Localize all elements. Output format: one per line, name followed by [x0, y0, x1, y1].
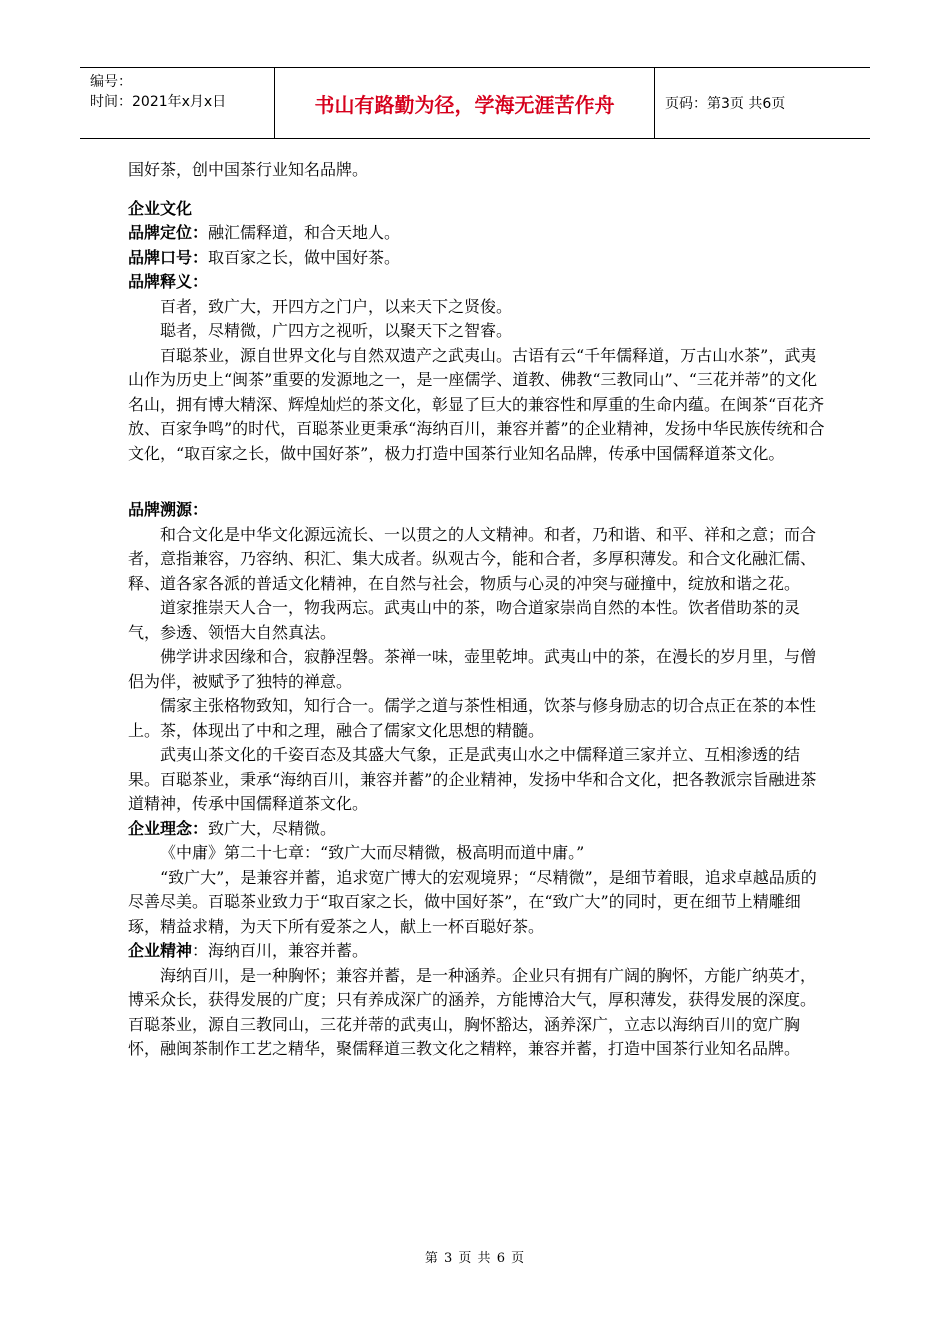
brand-meaning-label: 品牌释义：	[128, 272, 209, 291]
paragraph: 和合文化是中华文化源远流长、一以贯之的人文精神。和者，乃和谐、和平、祥和之意；而合者，意指兼容，乃容纳、积汇、集大成者。纵观古今，能和合者，多厚积薄发。和合文化融汇儒、释、道各家各派的普适文化精神，在自然与社会，物质与心灵的冲突与碰撞中，绽放和谐之花。	[128, 524, 817, 593]
paragraph: 海纳百川，是一种胸怀；兼容并蓄，是一种涵养。企业只有拥有广阔的胸怀，方能广纳英才，博采众长，获得发展的广度；只有养成深广的涵养，方能博洽大气，厚积薄发，获得发展的深度。百聪茶业，源自三教同山，三花并蒂的武夷山，胸怀豁达，涵养深广，立志以海纳百川的宽广胸怀，融闽茶制作工艺之精华，聚儒释道三教文化之精粹，兼容并蓄，打造中国茶行业知名品牌。	[128, 965, 817, 1058]
page-footer: 第 3 页 共 6 页	[424, 1251, 526, 1266]
page-header	[80, 67, 870, 139]
enterprise-idea	[128, 817, 828, 842]
brand-slogan	[128, 246, 828, 271]
enterprise-idea-label: 企业理念：	[128, 818, 209, 838]
paragraph: 百聪茶业，源自世界文化与自然双遗产之武夷山。古语有云“千年儒释道，万古山水茶”，武夷山作为历史上“闽茶”重要的发源地之一，是一座儒学、道教、佛教“三教同山”、“三花并蒂”的文化名山，拥有博大精深、辉煌灿烂的茶文化，彰显了巨大的兼容性和厚重的生命内蕴。在闽茶“百花齐放、百家争鸣”的时代，百聪茶业更秉承“海纳百川，兼容并蓄”的企业精神，发扬中华民族传统和合文化，“取百家之长，做中国好茶”，极力打造中国茶行业知名品牌，传承中国儒释道茶文化。	[128, 345, 825, 463]
document-body	[128, 158, 828, 1062]
paragraph: “致广大”，是兼容并蓄，追求宽广博大的宏观境界；“尽精微”，是细节着眼，追求卓越品质的尽善尽美。百聪茶业致力于“取百家之长，做中国好茶”，在“致广大”的同时，更在细节上精雕细琢，精益求精，为天下所有爱茶之人，献上一杯百聪好茶。	[128, 867, 817, 936]
brand-origin-label: 品牌溯源：	[128, 500, 209, 519]
paragraph: 道家推崇天人合一，物我两忘。武夷山中的茶，吻合道家崇尚自然的本性。饮者借助茶的灵气，参透、领悟大自然真法。	[128, 598, 801, 642]
serial-label: 编号：	[90, 74, 132, 90]
paragraph: 佛学讲求因缘和合，寂静涅磐。茶禅一味，壶里乾坤。武夷山中的茶，在漫长的岁月里，与僧侣为伴，被赋予了独特的禅意。	[128, 647, 817, 691]
enterprise-spirit	[128, 939, 828, 964]
enterprise-spirit-label: 企业精神	[128, 941, 193, 960]
enterprise-idea-text: 致广大，尽精微。	[208, 818, 337, 838]
paragraph: 百者，致广大，开四方之门户，以来天下之贤俊。	[160, 296, 513, 316]
paragraph: 儒家主张格物致知，知行合一。儒学之道与茶性相通，饮茶与修身励志的切合点正在茶的本性上。茶，体现出了中和之理，融合了儒家文化思想的精髓。	[128, 696, 817, 740]
header-meta	[80, 68, 275, 138]
section-title-culture: 企业文化	[128, 198, 193, 218]
paragraph: 聪者，尽精微，广四方之视听，以聚天下之智睿。	[160, 321, 513, 340]
brand-slogan-text: 取百家之长，做中国好茶。	[208, 247, 401, 267]
header-motto: 书山有路勤为径，学海无涯苦作舟	[275, 68, 655, 138]
enterprise-spirit-text: ：海纳百川，兼容并蓄。	[192, 941, 369, 960]
brand-positioning-label: 品牌定位：	[128, 223, 209, 242]
brand-slogan-label: 品牌口号：	[128, 247, 209, 267]
paragraph-continued: 国好茶，创中国茶行业知名品牌。	[128, 160, 369, 179]
brand-positioning	[128, 221, 828, 246]
time-label: 时间：2021年x月x日	[90, 94, 227, 110]
paragraph: 《中庸》第二十七章：“致广大而尽精微，极高明而道中庸。”	[160, 843, 585, 862]
paragraph: 武夷山茶文化的千姿百态及其盛大气象，正是武夷山水之中儒释道三家并立、互相渗透的结果。百聪茶业，秉承“海纳百川，兼容并蓄”的企业精神，发扬中华和合文化，把各教派宗旨融进茶道精神，传承中国儒释道茶文化。	[128, 745, 817, 813]
header-page-info: 页码：第3页 共6页	[665, 96, 786, 112]
brand-positioning-text: 融汇儒释道，和合天地人。	[208, 223, 401, 242]
